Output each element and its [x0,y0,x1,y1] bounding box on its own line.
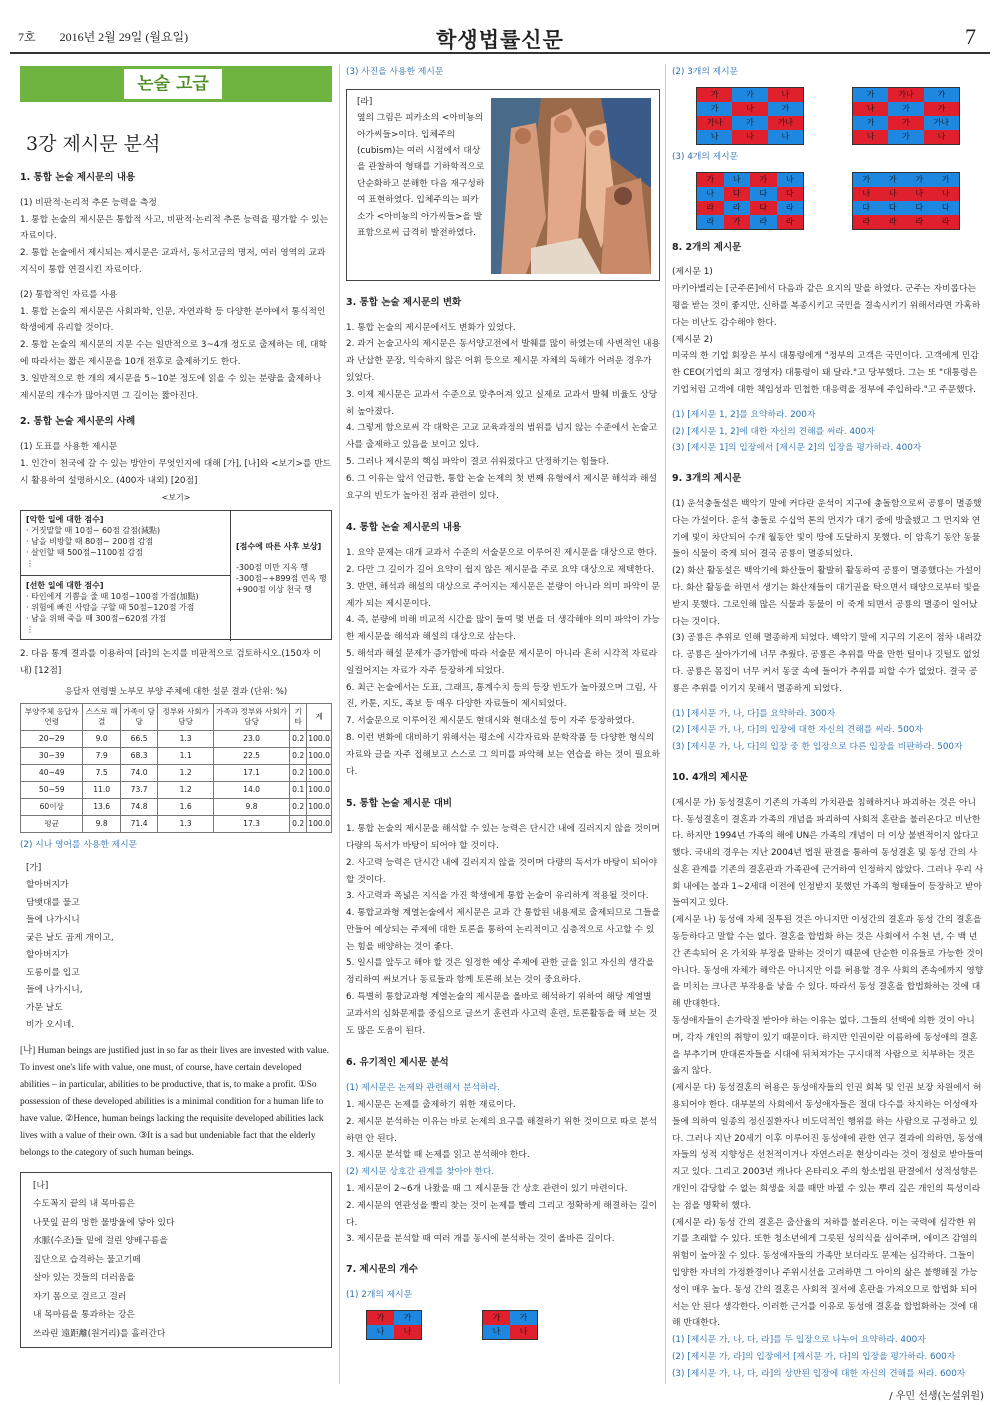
paragraph: (1) [제시문 1, 2]를 요약하라. 200자 [672,409,816,420]
score-box [20,510,332,640]
paragraph: 3. 이제 제시문은 교과서 수준으로 맞추어져 있고 실제로 교과서 발췌 비율도 상당히 높아졌다. [346,389,658,417]
grid-cell: 나 [768,130,803,144]
grid-cell: 가나 [697,116,732,130]
paragraph: 1. 인간이 천국에 갈 수 있는 방안이 무엇인지에 대해 [가], [나]와 <보기>를 반드시 활용하여 설명하시오. (400자 내외) [20점] [20,458,332,486]
grid-cell: 가 [933,173,960,187]
box-row: · 거짓말할 때 10점~ 60점 감점(減點) [26,526,161,536]
poem-ga [20,860,332,1035]
grid-cell: 나 [732,130,767,144]
grid-cell: 라 [750,215,777,229]
paragraph: (제시문 다) 동성결혼의 허용은 동성애자들의 인권 회복 및 인권 보장 차원에서 허용되어야 한다. 대부분의 사회에서 동성애자들은 절대 다수를 차지하는 이성애자들에 의하여 일종의 정신질환자나 비도덕적인 행위를 하는 사람으로 규정하고 있다. 그러나 지난 20세기 이후 이루어진 동성애에 관한 연구 결과에 의하면, 동성애자들의 성적 지향성은 선천적이거나 자연스러운 현상이라는 것이 정설로 받아들여지고 있다. 그리고 2003년 캐나다 온타리오 주의 항소법원 판결에서 성적성향은 개인이 감당할 수 없는 희생을 치를 때만 바뀔 수 있는 뿌리 깊은 개인의 특성이라는 점을 명확히 했다. [672,1083,984,1211]
grid-cell: 나 [880,187,907,201]
table-cell: 14.0 [214,781,290,798]
subheading: (1) 2개의 제시문 [346,1290,413,1301]
paragraph: 4. 그렇게 함으로써 각 대학은 고교 교육과정의 범위를 넘지 않는 수준에서 논술고사를 출제하고 있음을 보이고 있다. [346,423,658,451]
paragraph: 4. 통합교과형 계열논술에서 제시문은 교과 간 통합된 내용제로 출제되므로 그들을 만들어 예상되는 주제에 대한 토론을 통하여 논리적이고 심층적으로 사고할 수 있는 힘을 배양하는 것이 좋다. [346,908,660,952]
heading-7: 7. 제시문의 개수 [346,1264,418,1276]
column-2 [346,64,660,1384]
table-cell: 71.4 [120,815,157,832]
subheading: (3) 4개의 제시문 [672,151,739,162]
heading-4: 4. 통합 논술 제시문의 내용 [346,522,462,534]
table-cell: 74.8 [120,798,157,815]
paragraph: 도롱이를 입고 [26,967,80,978]
paragraph: (제시문 2) [672,334,713,345]
grid-cell: 라 [853,215,880,229]
paragraph: 쓰라린 遠距離(원거리)를 흘러간다 [33,1328,166,1339]
table-cell: 9.0 [83,730,120,747]
bogi-label: <보기> [161,492,191,502]
paragraph: 1. 통합 논술의 제시문은 사회과학, 인문, 자연과학 등 다양한 분야에서 통식적인 학생에게 유리할 것이다. [20,306,326,334]
table-header: 정부와 사회가 담당 [158,703,214,730]
table-cell: 13.6 [83,798,120,815]
grid-cell: 다 [777,187,804,201]
table-cell: 1.3 [158,815,214,832]
grid-cell: 다 [906,201,933,215]
grid-cell: 라 [880,215,907,229]
table-cell: 40~49 [21,764,83,781]
paragraph: 2. 통합 논술에서 제시되는 제시문은 교과서, 동서고금의 명저, 여러 영역의 교과 지식이 통합 연결시킨 자료이다. [20,248,326,275]
box-row: ⋮ [26,625,34,635]
paragraph: 8. 이런 변화에 대비하기 위해서는 평소에 시각자료와 문학작품 등 다양한 형식의 자료와 글을 자주 접해보고 스스로 그 의미를 파악해 보는 연습을 하는 것이 필요하다. [346,732,660,777]
paragraph: 할아버지가 [26,950,69,961]
grid-cell: 가 [888,116,923,130]
heading-9: 9. 3개의 제시문 [672,473,742,485]
paragraph: 1. 제시문은 논제를 출제하기 위한 재료이다. [346,1100,516,1111]
table-cell: 22.5 [214,747,290,764]
page-number: 7 [965,24,976,49]
table-header: 계 [307,703,332,730]
paragraph: 비가 오시네. [26,1020,75,1031]
paragraph: 1. 통합 논술의 제시문은 통합적 사고, 비판적·논리적 추론 능력을 평가할 수 있는 자료이다. [20,214,329,242]
grid-cell: 가 [750,173,777,187]
grid-cell: 가 [697,173,724,187]
paragraph: (2) [제시문 가, 라]의 입장에서 [제시문 가, 다]의 입장을 평가하라. 600자 [672,1352,956,1362]
english-passage: [나] Human beings are justified just in so far as their lives are invested with value. To invest one's life with value, one must, of course, have certain developed abilities – in particular, abilities to be productive, that is, to make a profit. ①So possession of these developed abilities is a minimal condition for a human life to have value. ②Hence, human beings lacking the requisite developed abilities lack lives with a value of their own. ③It is a sad but undeniable fact that the elderly belongs to the category of such human beings. [20,1045,329,1158]
paragraph: 6. 최근 논술에서는 도표, 그래프, 통계수치 등의 등장 빈도가 높아졌으며 그림, 사진, 카툰, 지도, 족보 등 매우 다양한 자료들이 제시되었다. [346,682,657,710]
paragraph: [가] [26,862,42,873]
table-cell: 0.2 [290,730,307,747]
heading-8: 8. 2개의 제시문 [672,241,742,253]
paragraph: 5. 그러나 제시문의 핵심 파악이 결코 쉬워졌다고 단정하기는 힘들다. [346,456,610,467]
paragraph: (1) 운석충돌설은 백악기 말에 커다란 운석이 지구에 충돌함으로써 공룡이 멸종했다는 가설이다. 운석 충돌로 수십억 톤의 먼지가 대기 중에 방출됐고 그 먼지와 연기에 빛이 차단되어 수개 월동안 빛이 땅에 도달하지 못했다. 이 암흑기 동안 동물들이 식물이 죽게 되어 결국 공룡이 멸종되었다. [672,498,982,560]
grid-cell: 나 [853,130,888,144]
table-cell: 66.5 [120,730,157,747]
paragraph: 자기 몸으로 걸르고 걸러 [33,1291,127,1302]
table-header: 가족과 정부와 사회가 담당 [214,703,290,730]
grid-cell: 나 [768,88,803,102]
heading-2: 2. 통합 논술 제시문의 사례 [20,416,136,428]
table-cell: 1.2 [158,764,214,781]
table-cell: 0.1 [290,781,307,798]
table-cell: 100.0 [307,730,332,747]
box-row: ⋮ [26,559,34,569]
table-cell: 7.5 [83,764,120,781]
table-cell: 0.2 [290,798,307,815]
grid-cell: 가 [697,102,732,116]
grid-cell: 가나 [768,116,803,130]
table-row [21,730,332,747]
table-cell: 30~39 [21,747,83,764]
grid-cell: 가 [853,116,888,130]
paragraph: (2) [제시문 가, 나, 다]의 입장에 대한 자신의 견해를 써라. 500자 [672,725,923,736]
table-header: 스스로 해결 [83,703,120,730]
paragraph: (2) [제시문 1, 2]에 대한 자신의 견해를 써라. 400자 [672,426,875,437]
masthead: 학생법률신문 [436,27,564,52]
heading-3: 3. 통합 논술 제시문의 변화 [346,296,462,308]
paragraph: 1. 제시문이 2~6개 나왔을 때 그 제시문들 간 상호 관련이 있기 마련이다. [346,1184,628,1195]
paragraph: 3. 사고력과 폭넓은 지식을 가진 학생에게 통합 논술이 유리하게 적용될 것이다. [346,891,649,902]
table-cell: 74.0 [120,764,157,781]
paragraph: 2. 사고력 능력은 단시간 내에 길러지지 않을 것이며 다량의 독서가 바탕이 되어야 할 것이다. [346,857,658,885]
table-cell: 7.9 [83,747,120,764]
table-header: 가족이 담당 [120,703,157,730]
box-row: · 살인할 때 500점~1100점 감점 [26,548,143,558]
grid-cell: 나 [906,187,933,201]
grid-cell: 나 [697,130,732,144]
grid-cell: 나 [697,187,724,201]
grid-3a [696,87,804,145]
table-cell: 1.6 [158,798,214,815]
grid-cell: 가 [697,88,732,102]
paragraph: (제시문 가) 동성결혼이 기존의 가족의 가치관을 침해하거나 파괴하는 것은 아니다. 동성결혼이 결혼과 가족의 개념을 파괴하여 사회적 혼란을 불러온다고 비난한다. 하지만 1994년 가족의 해에 UN은 가족의 개념이 더 이상 불변적이지 않다고 했다. 국내의 경우는 지난 2004년 법원 판결을 통하여 동성결혼 및 동성 간의 사실혼 관계를 기존의 결혼관과 가족관에 근거하여 인정하지 않았다. 그러나 우리 사회 내에는 불과 1~2세대 이전에 인정받지 못했던 가족의 형태들이 등장하고 받아들여지고 있다. [672,797,984,909]
grid-cell: 라 [724,201,751,215]
grid-cell: 나 [777,173,804,187]
label-ra: [라] [357,96,373,107]
paragraph: (2) 화산 활동설은 백악기에 화산들이 활발히 활동하여 공룡이 멸종했다는 가설이다. 화산 활동을 하면서 생기는 화산재들이 대기권을 탁으면서 태양으로부터 빛을 받지 못했다. 그로인해 많은 식물과 동물이 이 죽게 되면서 공룡의 멸종이 일어났다는 것이다. [672,566,982,627]
box-row: -300점~+899점 연옥 행 [236,574,327,584]
grid-cell: 다 [933,201,960,215]
paragraph: (1) [제시문 가, 나, 다, 라]를 두 입장으로 나누어 요약하라. 400자 [672,1335,926,1346]
paragraph: 2. 다음 통계 결과를 이용하여 [라]의 논지를 비판적으로 검토하시오.(150자 이내) [12점] [20,649,322,677]
paragraph: 3. 일반적으로 한 개의 제시문을 5~10분 정도에 읽을 수 있는 분량을 출제하나 제시문의 개수가 많아지면 그 길이는 짧아진다. [20,373,322,401]
grid-cell: 가 [768,102,803,116]
grid-cell: 가 [888,130,923,144]
grid-cell: 가 [732,88,767,102]
heading-5: 5. 통합 논술 제시문 대비 [346,798,453,810]
paragraph: 수도꼭지 끝의 내 목마름은 [33,1199,135,1210]
grid-cell: 라 [697,215,724,229]
grid-cell: 가 [880,173,907,187]
article-title: 3강 제시문 분석 [26,133,161,155]
grid-cell: 가 [888,102,923,116]
paragraph: 7. 서술문으로 이루어진 제시문도 현대시와 현대소설 등이 자주 등장하였다. [346,716,635,727]
heading-10: 10. 4개의 제시문 [672,771,748,783]
paragraph: 2. 과거 논술고사의 제시문은 동서양고전에서 발췌를 많이 하였는데 사변적인 내용과 난삽한 문장, 익숙하지 않은 어휘 등으로 제시문 자체의 독해가 어려운 경우가 있었다. [346,339,660,383]
table-cell: 20~29 [21,730,83,747]
paragraph: (1) [제시문 가, 나, 다]를 요약하라. 300자 [672,708,836,719]
paragraph: 미국의 한 기업 회장은 부시 대통령에게 "정부의 고객은 국민이다. 고객에게 민감한 CEO(기업의 최고 경영자) 대통령이 돼 달라."고 당부했다. 그는 또 "대통령은 기업처럼 고객에 대한 책임성과 민첩한 대응력을 정부에 주입하라."고 주문했다. [672,351,979,395]
grid-cell: 가 [906,173,933,187]
author-byline: / 우민 선생(논설위원) [889,1390,984,1402]
table-cell: 1.1 [158,747,214,764]
box-row: · 남을 위해 죽을 때 300점~620점 가점 [26,614,167,624]
subheading: (1) 도표를 사용한 제시문 [20,442,118,453]
paragraph: 6. 특별히 통합교과형 계열논술의 제시문을 올바로 해석하기 위하여 해당 계열별 교과서의 심화문제를 중심으로 글쓰기 훈련과 사고력 훈련, 토론활동을 해 보는 것도 많은 도움이 된다. [346,992,658,1036]
table-row [21,781,332,798]
paragraph: 2. 다만 그 길이가 길어 요약이 쉽지 않은 제시문을 주로 요약 대상으로 제택한다. [346,564,655,575]
paragraph: 살아 있는 것들의 더러움을 [33,1273,135,1284]
paragraph: 들에 나가시니, [26,985,83,996]
paragraph: 담뱃대를 물고 [26,897,80,908]
paragraph: 동성애자들이 손가락질 받아야 하는 이유는 없다. 그들의 선택에 의한 것이 아니며, 각자 개인의 취향이 있기 때문이다. 하지만 인권이란 이름하에 동성애의 결혼을 부추기며 반대론자들을 시대에 뒤쳐져가는 구시대적 사람으로 치부하는 것은 옳지 않다. [672,1016,978,1077]
table-cell: 0.2 [290,764,307,781]
grid-cell: 다 [750,201,777,215]
table-cell: 17.1 [214,764,290,781]
grid-cell: 가 [924,88,959,102]
grid-cell: 가나 [888,88,923,102]
grid-cell: 라 [906,215,933,229]
paragraph: 水脈(수조)들 밑에 걸린 양배구름을 [33,1236,168,1247]
box-title: [선한 일에 대한 점수] [26,581,104,591]
paragraph: 3. 제시문을 분석할 때 여러 개를 동시에 분석하는 것이 올바른 길이다. [346,1234,615,1245]
table-cell: 9.8 [214,798,290,815]
grid-cell: 나 [724,173,751,187]
paragraph: 1. 요약 문제는 대개 교과서 수준의 서술문으로 이루어진 제시문을 대상으로 한다. [346,548,658,559]
grid-cell: 다 [724,187,751,201]
paragraph: 3. 반면, 해석과 해설의 대상으로 주어지는 제시문은 분량이 아니라 의미 파악이 문제가 되는 제시문이다. [346,581,660,609]
paragraph: (제시문 라) 동성 간의 결혼은 출산율의 저하를 불러온다. 이는 국력에 심각한 위기를 초래할 수 있다. 또한 청소년에게 그릇된 성의식을 심어주며, 에이즈 감염의 위험이 높아질 수 있다. 동성애자들의 가족만 보더라도 문제는 심각하다. 그들이 입양한 자녀의 가정환경이나 주위시선을 고려하면 그 아이의 삶은 불행해질 가능성이 매우 높다. 동성 간의 결혼은 사회적 질서에 혼란을 가져오므로 합법화 되어서는 안 된다 생각한다. 이러한 근거를 이유로 동성애 결혼을 합법화하는 것에 대해 반대한다. [672,1217,978,1329]
paragraph: (제시문 나) 동성애 자체 질투된 것은 아니지만 이성간의 결혼과 동성 간의 결혼을 동등하다고 말할 수는 없다. 결혼을 합법화 하는 것은 사회에서 수천 년, 수 백 년 간 존속되어 온 가치와 부정을 말하는 것이기 때문에 단순한 이유들로 가능한 것이 아니다. 동성애 자체가 해악은 아니지만 이를 허용할 경우 사회의 존속에까지 영향을 미치는 크나큰 부작용을 낳을 수 있다. 따라서 동성 결혼을 합법화하는 것에 대해 반대한다. [672,915,984,1010]
grid-2a: 가 가 나 나 [366,1310,422,1340]
table-cell: 평균 [21,815,83,832]
grid-cell: 다 [853,201,880,215]
table-caption: 응답자 연령별 노부모 부양 주체에 대한 설문 결과 (단위: %) [64,686,288,697]
grid-4b [852,172,960,230]
grid-cell: 가 [724,215,751,229]
paragraph: 마키아벨리는 [군주론]에서 다음과 같은 요지의 말을 하였다. 군주는 자비롭다는 평을 받는 것이 좋지만, 신하를 복종시키고 국민을 결속시키기 위해서라면 가혹하다는 비난도 감수해야 한다. [672,284,981,328]
grid-cell: 가 [853,173,880,187]
table-header: 기타 [290,703,307,730]
box-row: · 남을 비방할 때 80점~ 200점 감점 [26,537,154,547]
subheading: (2) 제시문 상호간 관계를 찾아야 한다. [346,1167,495,1178]
picasso-painting-image [491,98,651,274]
paragraph: 궂은 날도 곱게 개이고, [26,932,114,943]
table-cell: 100.0 [307,815,332,832]
grid-cell: 라 [777,215,804,229]
table-cell: 100.0 [307,781,332,798]
grid-cell: 라 [777,201,804,215]
column-1 [20,64,332,1384]
table-cell: 68.3 [120,747,157,764]
heading-1: 1. 통합 논술 제시문의 내용 [20,172,136,183]
paragraph: (3) [제시문 가, 나, 다]의 입장 중 한 입장으로 다른 입장을 비판하라. 500자 [672,742,963,753]
paragraph: 2. 제시문의 연관성을 빨리 찾는 것이 논제를 빨리 그리고 정확하게 해결하는 길이다. [346,1200,658,1228]
table-row [21,798,332,815]
table-cell: 0.2 [290,815,307,832]
paragraph: (3) [제시문 1]의 입장에서 [제시문 2]의 입장을 평가하라. 400자 [672,443,922,454]
paragraph: 내 목마름을 통과하는 강은 [33,1310,135,1321]
grid-cell: 나 [933,187,960,201]
table-cell: 9.8 [83,815,120,832]
table-cell: 11.0 [83,781,120,798]
table-header: 부양주체 응답자연령 [21,703,83,730]
paragraph: 집단으로 습격하는 물고기떼 [33,1254,141,1265]
issue-date: 7호 2016년 2월 29일 (월요일) [18,30,189,44]
grid-cell: 가 [732,116,767,130]
box-title: [점수에 따른 사후 보상] [236,542,322,552]
section-banner: 논술 고급 [20,66,332,102]
paragraph: 들에 나가시니 [26,915,80,926]
paragraph: (3) 공룡은 추위로 인해 멸종하게 되었다. 백악기 말에 지구의 기온이 점차 내려갔다. 공룡은 살아가기에 너무 추웠다. 공룡은 추위를 막을 만한 털이나 깃털도 없었다. 공룡은 몸집이 너무 커서 동굴 속에 들어가 추위를 피할 수가 없었다. 결국 공룡은 추위를 이기지 못해서 멸종하게 되었다. [672,633,982,694]
paragraph: (3) [제시문 가, 나, 다, 라]의 상반된 입장에 대한 자신의 견해를 써라. 600자 [672,1368,966,1379]
table-cell: 73.7 [120,781,157,798]
subheading: (2) 시나 영어를 사용한 제시문 [20,839,138,850]
subheading: (2) 3개의 제시문 [672,67,739,77]
box-row: · 위험에 빠진 사람을 구할 때 50점~120점 가점 [26,603,195,613]
subheading: (1) 제시문은 논제와 관련해서 분석하라. [346,1083,500,1094]
box-title: [악한 일에 대한 점수] [26,515,104,525]
grid-cell: 라 [697,201,724,215]
paragraph: 2. 통합 논술의 제시문의 지문 수는 일반적으로 3~4개 정도로 출제하는 데, 대학에 따라서는 짧은 제시문을 10개 전후로 출제하기도 한다. [20,340,327,367]
table-cell: 0.2 [290,747,307,764]
heading-6: 6. 유기적인 제시문 분석 [346,1057,449,1069]
grid-cell: 가 [853,88,888,102]
grid-cell: 나 [853,187,880,201]
box-row: · 타인에게 기쁨을 줄 때 10점~100점 가점(加點) [26,592,199,602]
table-cell: 100.0 [307,747,332,764]
table-cell: 1.2 [158,781,214,798]
survey-table [20,703,332,833]
paragraph: 4. 즉, 분량에 비해 비교적 시간을 많이 들여 몇 번을 더 생각해야 의미 파악이 가능한 제시문을 해석과 해설의 대상으로 삼는다. [346,615,660,643]
table-cell: 1.3 [158,730,214,747]
table-row [21,815,332,832]
table-row [21,747,332,764]
table-cell: 17.3 [214,815,290,832]
table-cell: 100.0 [307,764,332,781]
paragraph: 5. 해석과 해설 문제가 증가함에 따라 서술문 제시문이 아니라 흔히 시각적 자료라 일컬어지는 자료가 자주 등장하게 되었다. [346,648,658,676]
page-header [10,20,990,54]
paragraph: 6. 그 이유는 앞서 언급한, 통합 논술 논제의 첫 번째 유형에서 제시문 해석과 해설 요구의 빈도가 높아진 점과 관련이 있다. [346,473,657,501]
paragraph: [나] [33,1180,49,1191]
picture-caption: 옆의 그림은 피카소의 <아비뇽의 아가씨들>이다. 입체주의(cubism)는 여러 시점에서 대상을 관찰하여 형태를 기하학적으로 단순화하고 분해한 다음 재구성하여 표현하였다. 입체주의는 피카소가 <아비뇽의 아가씨들>을 발표함으로써 급격히 발전하였다. [357,113,485,239]
paragraph: (제시문 1) [672,267,713,278]
paragraph: 3. 제시문 분석할 때 논제를 읽고 분석해야 한다. [346,1150,530,1161]
grid-cell: 라 [933,215,960,229]
table-cell: 23.0 [214,730,290,747]
paragraph: 1. 통합 논술의 제시문에서도 변화가 있었다. [346,322,516,333]
column-3 [672,64,984,1402]
subheading: (1) 비판적·논리적 추론 능력을 측정 [20,197,157,208]
table-row [21,764,332,781]
subheading: (2) 통합적인 자료를 사용 [20,289,118,300]
paragraph: 2. 제시문 분석하는 이유는 바로 논제의 요구를 해결하기 위한 것이므로 따로 분석하면 안 된다. [346,1116,658,1144]
paragraph: 5. 일시를 앞두고 해야 할 것은 일정한 예상 주제에 관한 글을 읽고 자신의 생각을 정리하여 써보거나 동료들과 함께 토론해 보는 것이 중요하다. [346,958,655,986]
table-cell: 100.0 [307,798,332,815]
grid-4a [696,172,804,230]
grid-3b [852,87,960,145]
grid-cell: 나 [853,102,888,116]
poem-na [20,1172,332,1349]
grid-cell: 다 [880,201,907,215]
grid-cell: 가 [924,102,959,116]
box-row: +900점 이상 천국 행 [236,585,312,595]
grid-cell: 나 [924,130,959,144]
subheading: (3) 사진을 사용한 제시문 [346,67,444,77]
table-cell: 60이상 [21,798,83,815]
box-row: -300점 미만 지옥 행 [236,563,309,573]
grid-cell: 가나 [924,116,959,130]
paragraph: 가문 날도 [26,1002,63,1013]
table-cell: 50~59 [21,781,83,798]
paragraph: 할아버지가 [26,880,69,891]
paragraph: 나뭇잎 끝의 멍한 물방울에 닿아 있다 [33,1217,175,1228]
grid-cell: 다 [750,187,777,201]
picture-box [346,89,660,281]
grid-2b: 가 가 나 나 [482,1310,538,1340]
grid-cell: 나 [732,102,767,116]
paragraph: 1. 통합 논술의 제시문을 해석할 수 있는 능력은 단시간 내에 길러지지 않을 것이며 다량의 독서가 바탕이 되어야 할 것이다. [346,824,660,851]
